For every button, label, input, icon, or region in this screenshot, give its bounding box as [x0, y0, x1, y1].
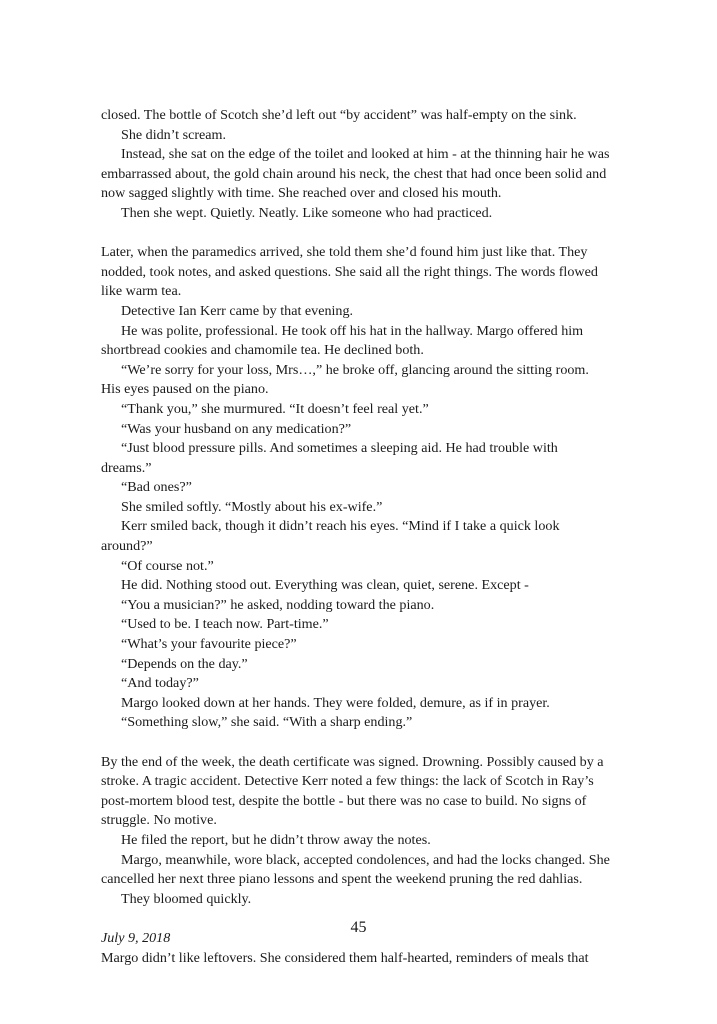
section-break	[101, 224, 611, 244]
paragraph: “Used to be. I teach now. Part-time.”	[121, 616, 329, 633]
paragraph: She didn’t scream.	[121, 126, 227, 143]
paragraph: He did. Nothing stood out. Everything was clean, quiet, serene. Except -	[121, 577, 529, 594]
page-body	[101, 106, 611, 968]
paragraph: “And today?”	[121, 675, 199, 692]
paragraph: “Bad ones?”	[121, 479, 192, 496]
paragraph: She smiled softly. “Mostly about his ex-wife.”	[121, 498, 383, 515]
paragraph: “We’re sorry for your loss, Mrs…,” he broke off, glancing around the sitting room. His eyes paused on the piano.	[101, 361, 589, 398]
paragraph: “Just blood pressure pills. And sometimes a sleeping aid. He had trouble with dreams.”	[101, 440, 558, 476]
paragraph: closed. The bottle of Scotch she’d left out “by accident” was half-empty on the sink.	[101, 107, 577, 123]
paragraph: “You a musician?” he asked, nodding toward the piano.	[121, 596, 435, 613]
paragraph: Margo didn’t like leftovers. She considered them half-hearted, reminders of meals that	[101, 949, 589, 966]
paragraph: “Of course not.”	[121, 557, 214, 574]
paragraph: Kerr smiled back, though it didn’t reach his eyes. “Mind if I take a quick look around?”	[101, 518, 560, 555]
paragraph: Detective Ian Kerr came by that evening.	[121, 302, 354, 319]
paragraph: Later, when the paramedics arrived, she told them she’d found him just like that. They nodded, took notes, and asked questions. She said all the right things. The words flowed like warm tea.	[101, 244, 598, 300]
paragraph: “Depends on the day.”	[121, 655, 248, 672]
section-date: July 9, 2018	[101, 929, 171, 946]
paragraph: “Was your husband on any medication?”	[121, 420, 352, 437]
paragraph: Margo, meanwhile, wore black, accepted condolences, and had the locks changed. She cancelled her next three piano lessons and spent the weekend pruning the red dahlias.	[101, 851, 610, 888]
section-break	[101, 733, 611, 753]
paragraph: “Thank you,” she murmured. “It doesn’t feel real yet.”	[121, 400, 429, 417]
paragraph: By the end of the week, the death certificate was signed. Drowning. Possibly caused by a stroke. A tragic accident. Detective Kerr noted a few things: the lack of Scotch in Ray’s post-mortem blood test, despite the bottle - but there was no case to build. No signs of struggle. No motive.	[101, 753, 604, 829]
paragraph: He was polite, professional. He took off his hat in the hallway. Margo offered him shortbread cookies and chamomile tea. He declined both.	[101, 322, 584, 359]
paragraph: They bloomed quickly.	[121, 890, 252, 907]
page-number: 45	[350, 919, 367, 936]
paragraph: “Something slow,” she said. “With a sharp ending.”	[121, 714, 413, 731]
paragraph: “What’s your favourite piece?”	[121, 636, 297, 653]
paragraph: Instead, she sat on the edge of the toilet and looked at him - at the thinning hair he was embarrassed about, the gold chain around his neck, the chest that had once been solid and now sagged slightly with time. She reached over and closed his mouth.	[101, 146, 610, 202]
paragraph: Then she wept. Quietly. Neatly. Like someone who had practiced.	[121, 204, 493, 221]
paragraph: He filed the report, but he didn’t throw away the notes.	[121, 831, 431, 848]
paragraph: Margo looked down at her hands. They were folded, demure, as if in prayer.	[121, 694, 550, 711]
